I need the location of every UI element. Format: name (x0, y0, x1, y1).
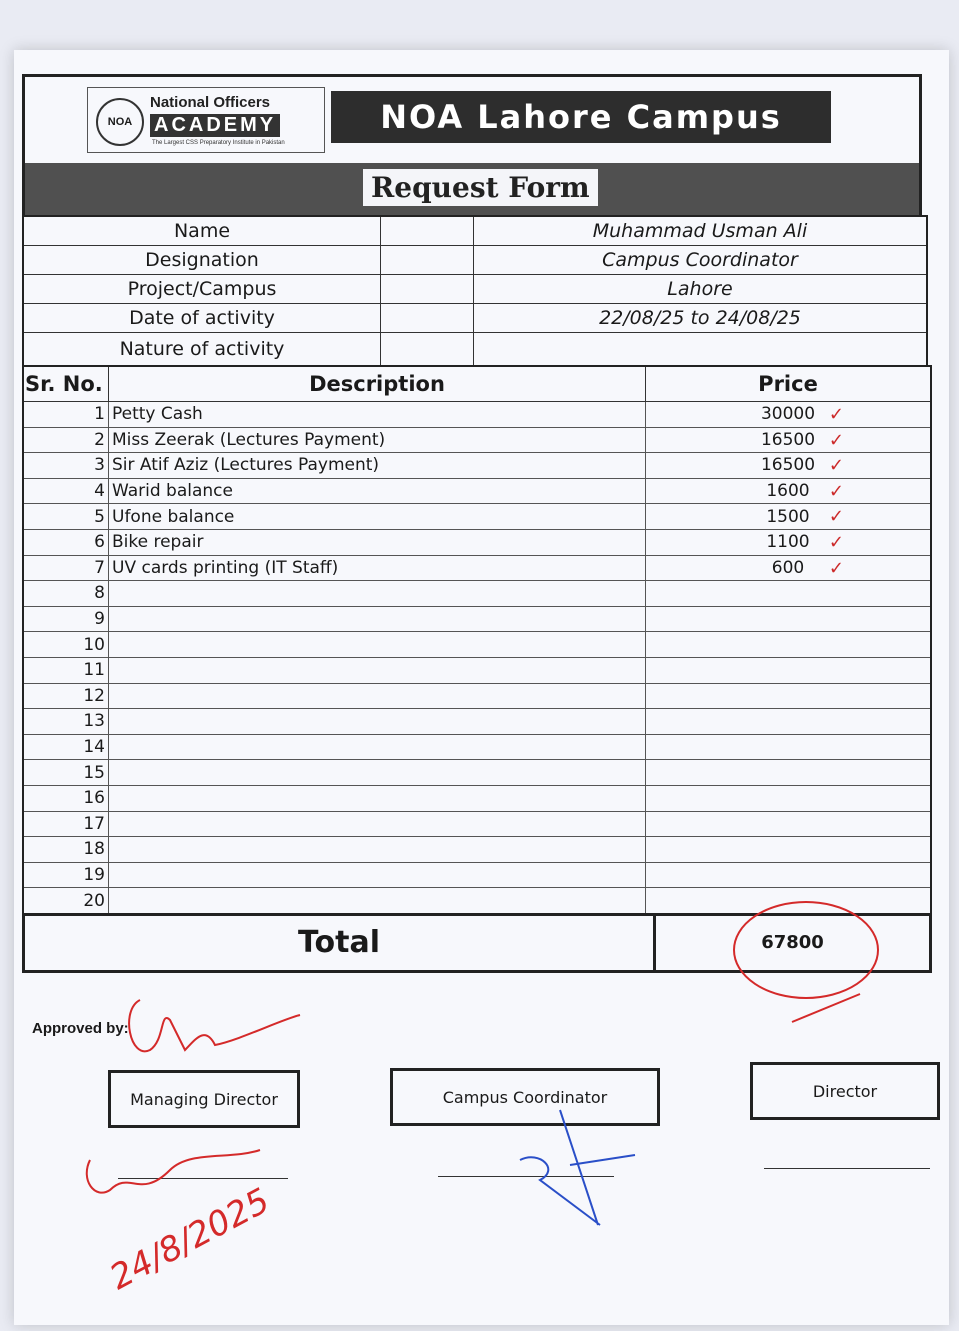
info-label: Date of activity (23, 304, 381, 333)
check-mark-icon: ✓ (828, 480, 844, 502)
row-price: 1500 ✓ (646, 504, 932, 530)
managing-director-box: Managing Director (108, 1070, 300, 1128)
row-sr-no: 12 (23, 683, 109, 709)
check-mark-icon: ✓ (828, 506, 844, 528)
info-value: Muhammad Usman Ali (474, 216, 928, 246)
org-tagline: The Largest CSS Preparatory Institute in Pakistan (152, 140, 285, 146)
total-circle-mark (734, 902, 878, 998)
total-label: Total (24, 914, 655, 971)
director-box: Director (750, 1062, 940, 1120)
row-sr-no: 16 (23, 785, 109, 811)
row-price: 16500 ✓ (646, 453, 932, 479)
row-sr-no: 20 (23, 888, 109, 914)
row-price: 16500 ✓ (646, 427, 932, 453)
check-mark-icon: ✓ (828, 531, 844, 553)
row-sr-no: 3 (23, 453, 109, 479)
info-label: Name (23, 216, 381, 246)
row-sr-no: 13 (23, 709, 109, 735)
row-sr-no: 10 (23, 632, 109, 658)
seal-text: NOA (107, 116, 133, 128)
handwritten-date: 24/8/2025 (103, 1180, 277, 1298)
row-sr-no: 18 (23, 837, 109, 863)
row-sr-no: 7 (23, 555, 109, 581)
row-price: 600 ✓ (646, 555, 932, 581)
row-description: Miss Zeerak (Lectures Payment) (109, 427, 646, 453)
row-price: 1100 ✓ (646, 529, 932, 555)
row-sr-no: 4 (23, 478, 109, 504)
info-value: 22/08/25 to 24/08/25 (474, 304, 928, 333)
row-sr-no: 19 (23, 862, 109, 888)
row-price: 1600 ✓ (646, 478, 932, 504)
row-description: Warid balance (109, 478, 646, 504)
price-header: Price (646, 366, 932, 402)
check-mark-icon: ✓ (828, 455, 844, 477)
row-sr-no: 17 (23, 811, 109, 837)
row-price: 30000 ✓ (646, 402, 932, 428)
check-mark-icon: ✓ (828, 404, 844, 425)
campus-title: NOA Lahore Campus (331, 91, 831, 143)
total-value: 67800 (761, 932, 824, 954)
check-mark-icon: ✓ (828, 557, 844, 579)
row-sr-no: 15 (23, 760, 109, 786)
org-name-line1: National Officers (150, 94, 271, 111)
info-label: Nature of activity (23, 333, 381, 367)
row-sr-no: 5 (23, 504, 109, 530)
row-description: UV cards printing (IT Staff) (109, 555, 646, 581)
row-description: Sir Atif Aziz (Lectures Payment) (109, 453, 646, 479)
row-description: Petty Cash (109, 402, 646, 428)
check-mark-icon: ✓ (828, 429, 844, 451)
row-sr-no: 9 (23, 606, 109, 632)
info-value: Lahore (474, 275, 928, 304)
info-label: Project/Campus (23, 275, 381, 304)
sr-no-header: Sr. No. (23, 366, 109, 402)
row-sr-no: 8 (23, 581, 109, 607)
info-value: Campus Coordinator (474, 246, 928, 275)
campus-coordinator-box: Campus Coordinator (390, 1068, 660, 1126)
form-title: Request Form (363, 169, 598, 206)
row-sr-no: 11 (23, 657, 109, 683)
row-sr-no: 14 (23, 734, 109, 760)
approver-signature (129, 1000, 300, 1051)
cc-signature (520, 1110, 635, 1225)
description-header: Description (109, 366, 646, 402)
row-description: Bike repair (109, 529, 646, 555)
row-sr-no: 1 (23, 402, 109, 428)
row-description: Ufone balance (109, 504, 646, 530)
info-label: Designation (23, 246, 381, 275)
row-sr-no: 6 (23, 529, 109, 555)
md-signature (87, 1150, 260, 1193)
org-name-line2: ACADEMY (150, 114, 280, 137)
approved-by-label: Approved by: (32, 1020, 129, 1037)
row-sr-no: 2 (23, 427, 109, 453)
